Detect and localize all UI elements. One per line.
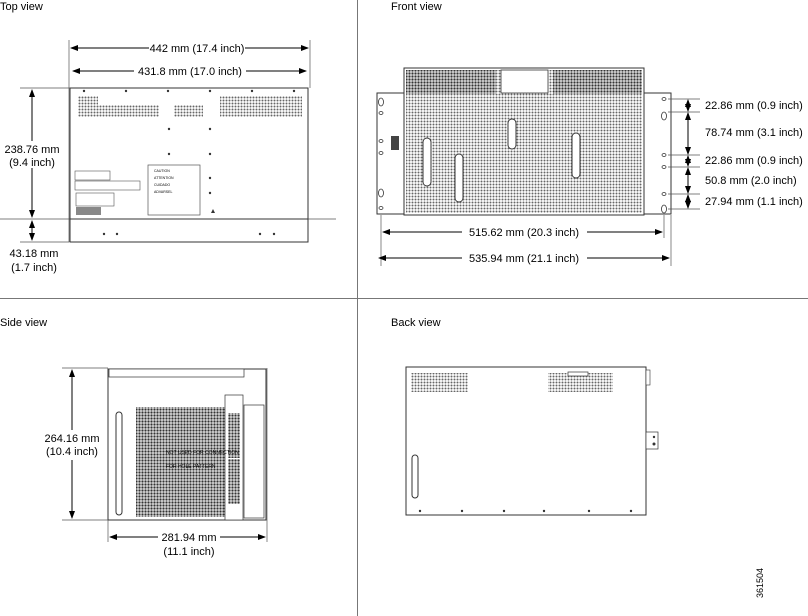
side-height-mm-label: 264.16 mm xyxy=(44,433,100,445)
svg-text:NOT USED FOR CONNECTION: NOT USED FOR CONNECTION xyxy=(166,450,239,456)
top-width-outer-label: 442 mm (17.4 inch) xyxy=(149,43,245,55)
spacing-label-2: 78.74 mm (3.1 inch) xyxy=(705,127,803,139)
right-rack-ear xyxy=(643,93,671,214)
spacing-label-1: 22.86 mm (0.9 inch) xyxy=(705,100,803,112)
top-height-inch-label: (1.7 inch) xyxy=(11,262,57,274)
advarsel-text: ADVARSEL xyxy=(154,190,173,194)
svg-text:FOR HOLE PATTERN: FOR HOLE PATTERN xyxy=(166,464,216,470)
caution-text: CAUTION xyxy=(154,169,170,173)
back-view-title: Back view xyxy=(391,317,441,329)
side-depth-inch-label: (11.1 inch) xyxy=(163,546,215,558)
side-height-inch-label: (10.4 inch) xyxy=(46,446,98,458)
side-depth-mm-label: 281.94 mm xyxy=(161,532,217,544)
top-height-mm-label: 43.18 mm xyxy=(9,248,59,260)
top-width-inner-label: 431.8 mm (17.0 inch) xyxy=(138,66,242,78)
spacing-label-4: 50.8 mm (2.0 inch) xyxy=(705,175,797,187)
side-view-title: Side view xyxy=(0,317,48,329)
front-view-title: Front view xyxy=(391,1,442,13)
front-width-ears-label: 535.94 mm (21.1 inch) xyxy=(468,253,580,265)
back-view xyxy=(391,317,658,515)
front-width-holes-label: 515.62 mm (20.3 inch) xyxy=(468,227,580,239)
attention-text: ATTENTION xyxy=(154,176,174,180)
spacing-label-3: 22.86 mm (0.9 inch) xyxy=(705,155,803,167)
top-view xyxy=(0,1,336,274)
spacing-label-5: 27.94 mm (1.1 inch) xyxy=(705,196,803,208)
side-view xyxy=(0,317,267,558)
top-depth-inch-label: (9.4 inch) xyxy=(9,157,55,169)
cuidado-text: CUIDADO xyxy=(154,183,171,187)
top-view-title: Top view xyxy=(0,1,43,13)
figure-number: 361504 xyxy=(755,567,765,598)
top-depth-mm-label: 238.76 mm xyxy=(4,144,60,156)
front-view xyxy=(377,1,803,266)
